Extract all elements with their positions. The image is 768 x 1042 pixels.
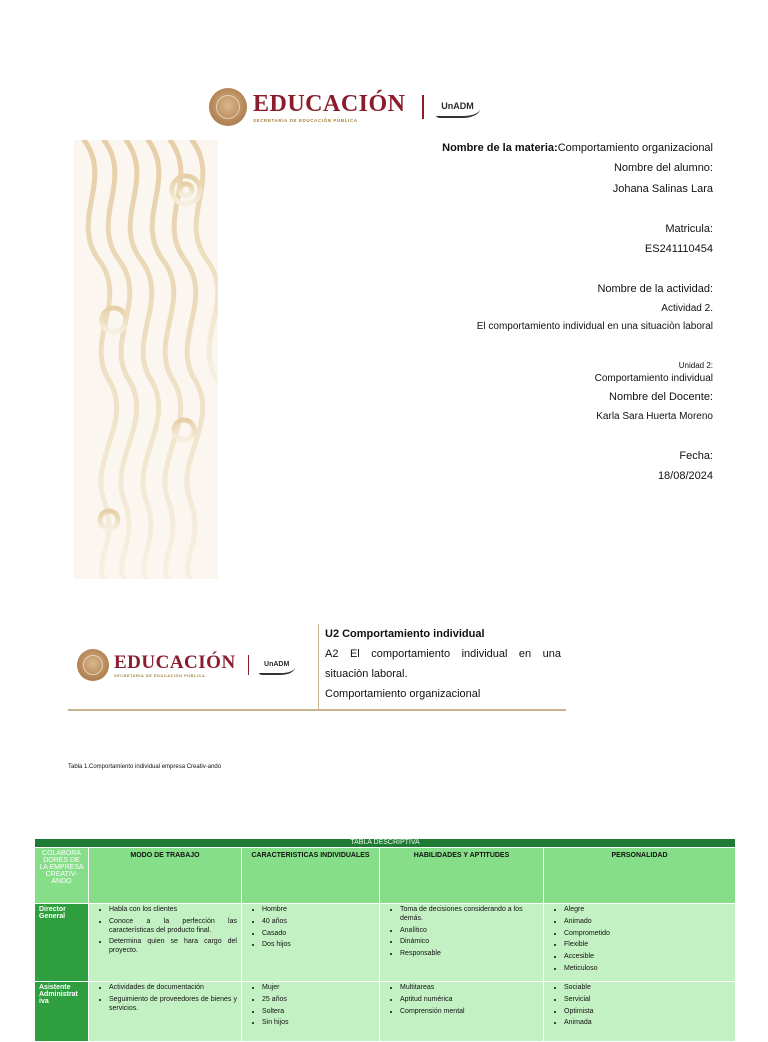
actividad-number: Actividad 2. [661, 303, 713, 314]
logo-subtitle: SECRETARÍA DE EDUCACIÓN PÚBLICA [114, 673, 206, 678]
table-row [35, 904, 736, 982]
list-item: • Habla con los clientes [109, 906, 237, 915]
list-item: • Responsable [400, 950, 539, 959]
list-item: • Conoce a la perfección las características del producto final. [109, 918, 237, 936]
unidad-value: Comportamiento individual [594, 373, 713, 384]
header-logo [209, 88, 480, 126]
fecha-label: Fecha: [679, 450, 713, 462]
list-item: • 25 años [262, 996, 375, 1005]
matricula-value: ES241110454 [644, 243, 713, 255]
alumno-value: Johana Salinas Lara [612, 183, 713, 195]
list-item: • Meticuloso [564, 965, 731, 974]
logo-divider [248, 655, 249, 675]
header-divider-horizontal [68, 709, 566, 711]
table-title: TABLA DESCRIPTIVA [35, 839, 736, 848]
materia-line [442, 143, 713, 154]
list-item: • Optimista [564, 1008, 731, 1017]
column-header: COLABORA DORES DE LA EMPRESA CREATIV-ANDO [35, 848, 89, 904]
row-name: Asistente Administrat iva [35, 982, 89, 1042]
list-item: • Actividades de documentación [109, 984, 237, 993]
list-item: • Flexible [564, 941, 731, 950]
activity-title: A2 El comportamiento individual en una situaciòn laboral. [325, 648, 561, 680]
list-item: • Accesible [564, 953, 731, 962]
docente-label: Nombre del Docente: [609, 391, 713, 403]
list-item: • Dinámico [400, 938, 539, 947]
column-header: PERSONALIDAD [544, 848, 736, 904]
page-header-logo [77, 649, 295, 681]
list-item: • Sin hijos [262, 1019, 375, 1028]
course-title: Comportamiento organizacional [325, 688, 481, 700]
list-item: • 40 años [262, 918, 375, 927]
decorative-pattern [74, 140, 218, 579]
materia-label: Nombre de la materia: [442, 142, 558, 154]
list-item: • Comprometido [564, 930, 731, 939]
list-item: • Servicial [564, 996, 731, 1005]
materia-value: Comportamiento organizacional [557, 142, 713, 154]
header-divider-vertical [318, 624, 319, 710]
column-header: MODO DE TRABAJO [89, 848, 242, 904]
fecha-value: 18/08/2024 [657, 470, 713, 482]
actividad-value: El comportamiento individual en una situaciòn laboral [476, 321, 713, 332]
seal-icon [209, 88, 247, 126]
list-item: • Hombre [262, 906, 375, 915]
list-item: • Analítico [400, 927, 539, 936]
unit-title: U2 Comportamiento individual [325, 628, 485, 640]
list-item: • Soltera [262, 1008, 375, 1017]
list-item: • Determina quien se hara cargo del proyecto. [109, 938, 237, 956]
descriptive-table [34, 838, 736, 1042]
header-text [325, 624, 561, 704]
matricula-label: Matricula: [665, 223, 713, 235]
list-item: • Sociable [564, 984, 731, 993]
actividad-label: Nombre de la actividad: [597, 283, 713, 295]
row-name: Director General [35, 904, 89, 982]
column-header: HABILIDADES Y APTITUDES [380, 848, 544, 904]
list-item: • Toma de decisiones considerando a los demás. [400, 906, 539, 924]
unadm-logo: UnADM [436, 96, 480, 118]
list-item: • Alegre [564, 906, 731, 915]
unidad-label: Unidad 2: [678, 361, 713, 370]
list-item: • Multitareas [400, 984, 539, 993]
unadm-logo: UnADM [259, 656, 295, 675]
list-item: • Animado [564, 918, 731, 927]
logo-divider [422, 95, 424, 119]
list-item: • Seguimiento de proveedores de bienes y servicios. [109, 996, 237, 1014]
seal-icon [77, 649, 109, 681]
table-caption: Tabla 1.Comportamiento individual empresa Creativ-ando [68, 764, 222, 770]
list-item: • Animada [564, 1019, 731, 1028]
list-item: • Aptitud numérica [400, 996, 539, 1005]
logo-subtitle: SECRETARÍA DE EDUCACIÓN PÚBLICA [253, 117, 358, 123]
column-header: CARACTERISTICAS INDIVIDUALES [242, 848, 380, 904]
table-row [35, 982, 736, 1042]
list-item: • Comprensión mental [400, 1008, 539, 1017]
logo-word: EDUCACIÓN [114, 651, 236, 673]
list-item: • Mujer [262, 984, 375, 993]
list-item: • Casado [262, 930, 375, 939]
logo-word: EDUCACIÓN [253, 90, 406, 117]
list-item: • Dos hijos [262, 941, 375, 950]
docente-value: Karla Sara Huerta Moreno [596, 411, 713, 422]
alumno-label: Nombre del alumno: [613, 162, 713, 174]
